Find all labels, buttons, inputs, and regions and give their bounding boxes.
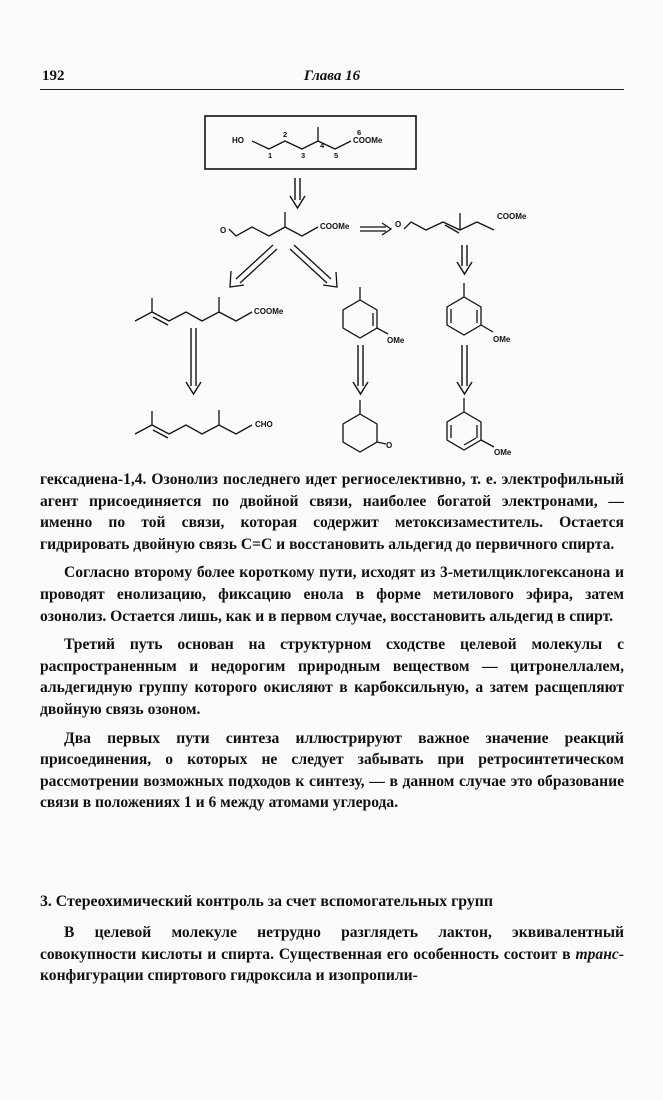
retro-arrow-right-column-1: [457, 245, 472, 274]
methylanisole: [447, 398, 512, 457]
body-text: [40, 469, 624, 821]
retro-arrow-mid-column: [353, 345, 368, 394]
label-o-mid1: O: [220, 226, 227, 235]
section-italic-word: транс: [575, 945, 619, 963]
aldehyde-ester: [220, 212, 350, 236]
label-coome-mid2: COOMe: [497, 212, 527, 221]
target-molecule: [232, 127, 383, 160]
methylcyclohexanone: [343, 400, 392, 452]
chapter-title: Глава 16: [303, 68, 361, 84]
reaction-scheme: [0, 100, 663, 465]
locant-4: 4: [320, 141, 325, 150]
section-paragraph: [40, 922, 624, 987]
locant-1: 1: [268, 151, 273, 160]
citronellic-ester: [135, 297, 284, 325]
retro-arrow-main: [290, 178, 305, 208]
paragraph-1: гексадиена-1,4. Озонолиз последнего идет региоселективно, т. е. электрофильный агент присоединяется по двойной связи, наиболее богатой электронами, — именно по той связи, которая содержит метоксизаместитель. Остается гидрировать двойную связь C=C и восстановить альдегид до первичного спирта.: [40, 471, 624, 553]
label-coome-target: COOMe: [353, 136, 383, 145]
label-o-ketone: O: [386, 441, 393, 450]
label-ome-right: OMe: [493, 335, 511, 344]
label-ho: HO: [232, 136, 244, 145]
label-cho: CHO: [255, 420, 273, 429]
methoxy-cyclohexene: [343, 287, 405, 345]
retro-arrow-right: [290, 245, 337, 287]
paragraph-3: Третий путь основан на структурном сходстве целевой молекулы с распространенным и недорогим природным веществом — цитронеллалем, альдегидную группу которого окисляют в карбоксильную, а затем расщепляют двойную связь озоном.: [40, 636, 624, 718]
locant-6: 6: [357, 128, 362, 137]
paragraph-2: Согласно второму более короткому пути, исходят из 3-метилциклогексанона и проводят енолизацию, фиксацию енола в форме метилового эфира, затем озонолиз. Остается лишь, как и в первом случае, восстановить альдегид в спирт.: [40, 564, 624, 625]
label-ome-bottom: OMe: [494, 448, 512, 457]
locant-2: 2: [283, 130, 288, 139]
section-text-start: В целевой молекуле нетрудно разглядеть лактон, эквивалентный совокупности кислоты и спирта. Существенная его особенность состоит в: [40, 924, 624, 963]
methoxy-cyclohexadiene: [447, 283, 511, 344]
page-header: [40, 66, 624, 92]
retro-arrow-left: [230, 245, 277, 287]
section-text-end: -конфигурации спиртового гидроксила и изопропили-: [40, 945, 624, 985]
retro-arrow-right-column-2: [457, 345, 472, 394]
retro-arrow-horizontal: [360, 223, 391, 235]
label-coome-left: COOMe: [254, 307, 284, 316]
page-number: 192: [42, 68, 65, 84]
citronellal: [135, 410, 273, 438]
unsaturated-aldehyde-ester: [395, 212, 527, 233]
section-heading: 3. Стереохимический контроль за счет вспомогательных групп: [40, 893, 493, 910]
locant-5: 5: [334, 151, 339, 160]
label-ome-mid: OMe: [387, 336, 405, 345]
retro-arrow-left-column: [186, 328, 201, 394]
paragraph-4: Два первых пути синтеза иллюстрируют важное значение реакций присоединения, о которых не следует забывать при ретросинтетическом рассмотрении возможных подходов к синтезу, — в данном случае это образование связи в положениях 1 и 6 между атомами углерода.: [40, 729, 624, 812]
header-rule: [40, 89, 624, 90]
locant-3: 3: [301, 151, 306, 160]
label-o-mid2: O: [395, 220, 402, 229]
label-coome-mid1: COOMe: [320, 222, 350, 231]
